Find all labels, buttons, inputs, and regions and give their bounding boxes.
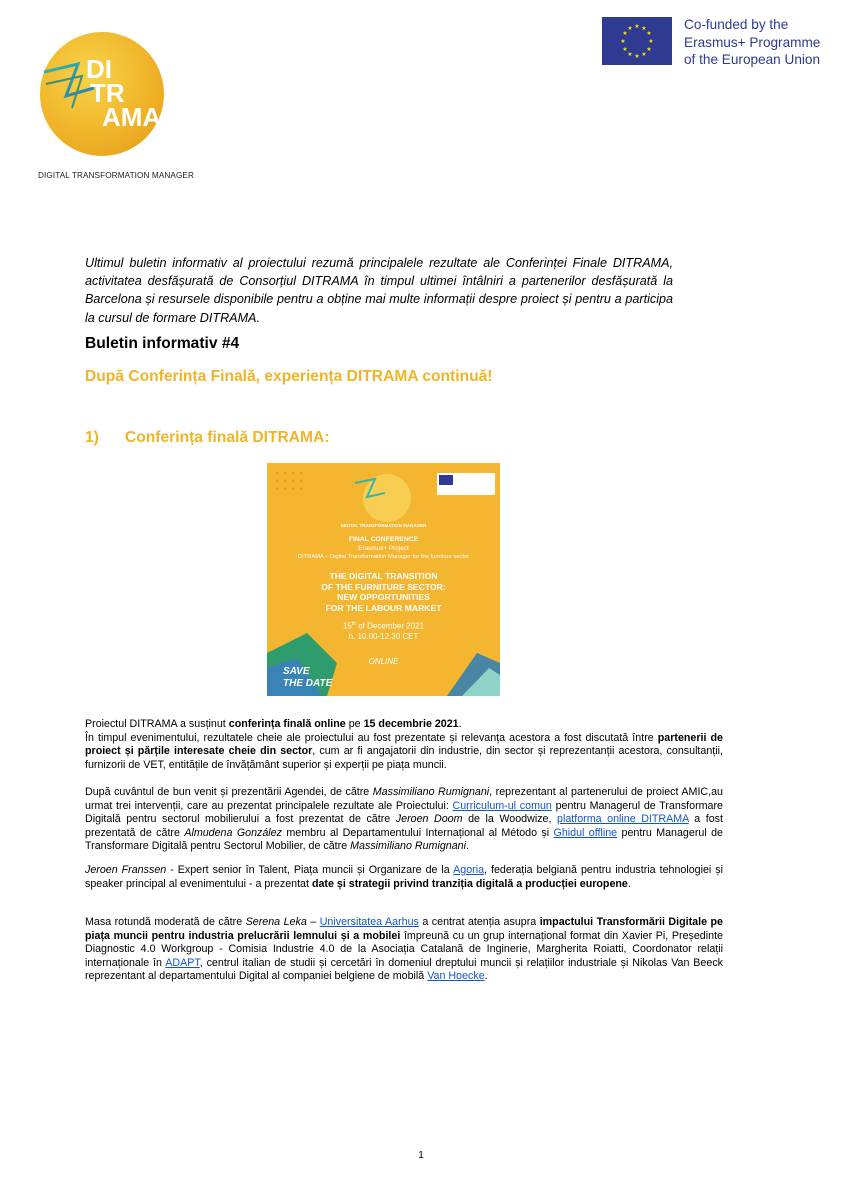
text: – — [306, 916, 320, 928]
poster-online: ONLINE — [368, 657, 399, 666]
link-adapt[interactable]: ADAPT — [165, 956, 200, 969]
text: pe — [345, 718, 364, 730]
main-heading: După Conferința Finală, experiența DITRAMA continuă! — [85, 368, 493, 385]
text-bold: partenerii de proiect și părțile interesate cheie din sector — [85, 731, 723, 758]
text-italic: Massimiliano Rumignani — [372, 786, 490, 798]
text: , reprezentant al partenerului de proiect AMIC,au urmat trei intervenții, care au prezentat principalele rezultate ale Proiectului: — [85, 786, 723, 812]
eu-line: Co-funded by the — [684, 17, 789, 32]
text-bold: impactului Transformării Digitale pe piața muncii pentru industria prelucrării lemnului și a mobilei — [85, 916, 723, 942]
text: pentru Managerul de Transformare Digitală pentru Sectorul Mobilier, de către — [85, 826, 723, 853]
intro-paragraph: Ultimul buletin informativ al proiectului rezumă principalele rezultate ale Conferinței Finale DITRAMA, activitatea desfășurată de Consorțiul DITRAMA în timpul ultimei întâlniri a partenerilor desfășurată la Barcelona și resursele disponibile pentru a obține mai multe informații despre proiect și pentru a participa la cursul de formare DITRAMA. — [85, 256, 673, 325]
eu-flag-icon — [602, 17, 672, 65]
page-number: 1 — [418, 1150, 424, 1161]
poster-date — [267, 621, 500, 631]
poster-line2: Erasmus+ Project — [358, 545, 409, 552]
poster-headline — [267, 571, 500, 613]
svg-text:★: ★ — [646, 46, 652, 53]
svg-text:★: ★ — [627, 51, 633, 58]
eu-line: Erasmus+ Programme — [684, 34, 821, 50]
poster-headline-line: FOR THE LABOUR MARKET — [325, 602, 442, 613]
svg-text:★: ★ — [622, 46, 628, 53]
paragraph-round-table — [85, 916, 723, 984]
poster-line1: FINAL CONFERENCE — [348, 536, 419, 543]
section-number: 1) — [85, 429, 99, 446]
text-bold: 15 decembrie 2021 — [363, 718, 459, 730]
poster-time: h. 10.00-12.30 CET — [348, 632, 419, 641]
svg-text:AMA: AMA — [102, 102, 162, 132]
text: împreună cu un grup internațional format din Xavier Pi, Președinte Diagnostic 4.0 Workgroup - Comisia Industrie 4.0 de la Asociația Catalană de Inginerie, Margherita Roiatti, Coordonator relații internaționale în — [85, 929, 723, 969]
text: Masa rotundă moderată de către — [85, 916, 246, 928]
text: . — [458, 718, 462, 730]
section-title: Conferința finală DITRAMA: — [125, 429, 330, 446]
text: . — [484, 970, 488, 983]
poster-headline-line: OF THE FURNITURE SECTOR: — [321, 581, 446, 592]
link-van-hoecke[interactable]: Van Hoecke — [427, 970, 485, 983]
svg-text:DI: DI — [86, 54, 112, 84]
link-curriculum[interactable]: Curriculum-ul comun — [452, 799, 552, 812]
svg-text:★: ★ — [641, 51, 647, 58]
paragraph-keynote — [85, 864, 723, 891]
text: a centrat atenția asupra — [418, 916, 540, 928]
text: membru al Departamentului Internațional al Método și — [281, 826, 554, 839]
text-italic: Jeroen Doom — [395, 813, 463, 826]
newsletter-title: Buletin informativ #4 — [85, 335, 240, 352]
link-aarhus-university[interactable]: Universitatea Aarhus — [319, 916, 419, 928]
final-conference-poster — [267, 463, 500, 696]
paragraph-presentations — [85, 786, 723, 854]
eu-line: of the European Union — [684, 52, 821, 67]
poster-headline-line: NEW OPPORTUNITIES — [337, 592, 430, 602]
svg-text:★: ★ — [627, 25, 633, 32]
poster-save-line: SAVE — [283, 666, 310, 677]
text: , centrul italian de studii și cercetări în domeniul dreptului muncii și relațiilor industriale și Nikolas Van Beeck reprezentant al departamentului Digital al companiei belgiene de mobilă — [85, 956, 724, 983]
ditrama-logo — [38, 20, 166, 160]
poster-date-rest: of December 2021 — [358, 621, 425, 631]
poster-headline-line: THE DIGITAL TRANSITION — [329, 571, 438, 581]
text: de la Woodwize, — [462, 813, 558, 826]
link-online-platform[interactable]: platforma online DITRAMA — [557, 813, 689, 826]
text: pentru Managerul de Transformare Digitală pentru sectorul mobilierului a fost prezentat de către — [85, 799, 723, 826]
svg-text:★: ★ — [622, 30, 628, 37]
link-agoria[interactable]: Agoria — [453, 864, 485, 876]
eu-cofunded-label — [684, 16, 820, 69]
text: . — [465, 840, 469, 853]
text: În timpul evenimentului, rezultatele cheie ale proiectului au fost prezentate și relevanța acestora a fost discutată între — [85, 731, 658, 744]
text: a fost prezentată de către — [85, 813, 723, 839]
svg-text:TR: TR — [90, 78, 125, 108]
poster-date-suffix: th — [351, 621, 356, 627]
svg-text:★: ★ — [641, 25, 647, 32]
text-italic: Almudena González — [184, 826, 282, 839]
svg-text:★: ★ — [648, 38, 654, 45]
text: După cuvântul de bun venit și prezentării Agendei, de către — [85, 786, 373, 798]
text-italic: Serena Leka — [245, 916, 307, 928]
paragraph-conference-intro — [85, 718, 723, 772]
text-italic: Massimiliano Rumignani — [350, 840, 466, 853]
text: Proiectul DITRAMA a susținut — [85, 718, 229, 730]
poster-line3: DITRAMA – Digital Transformation Manager for the furniture sector — [297, 554, 470, 560]
text: , cum ar fi angajatorii din industrie, din sector și reprezentanții acestora, consultanții, furnizorii de VET, entitățile de învățământ superior și experții pe piața muncii. — [85, 745, 723, 771]
svg-text:★: ★ — [634, 23, 640, 30]
text-bold: date și strategii privind tranziția digitală a producției europene — [311, 877, 628, 890]
poster-save-the-date — [283, 666, 332, 690]
text-bold: conferința finală online — [228, 718, 346, 730]
text: - Expert senior în Talent, Piața muncii și Organizare de la — [166, 864, 454, 876]
poster-date-day: 15 — [342, 621, 352, 631]
ditrama-logo-graphic — [38, 20, 166, 160]
svg-text:★: ★ — [620, 38, 626, 45]
text: . — [627, 877, 631, 890]
poster-save-line: THE DATE — [283, 678, 333, 689]
text: , federația belgiană pentru industria tehnologiei și speaker principal al evenimentului - a prezentat — [85, 864, 723, 890]
poster-tagline: DIGITAL TRANSFORMATION MANAGER — [340, 523, 427, 528]
logo-tagline: DIGITAL TRANSFORMATION MANAGER — [38, 171, 194, 180]
link-offline-guide[interactable]: Ghidul offline — [553, 826, 618, 839]
text-italic: Jeroen Franssen — [85, 864, 167, 876]
svg-text:★: ★ — [634, 53, 640, 60]
svg-text:★: ★ — [646, 30, 652, 37]
